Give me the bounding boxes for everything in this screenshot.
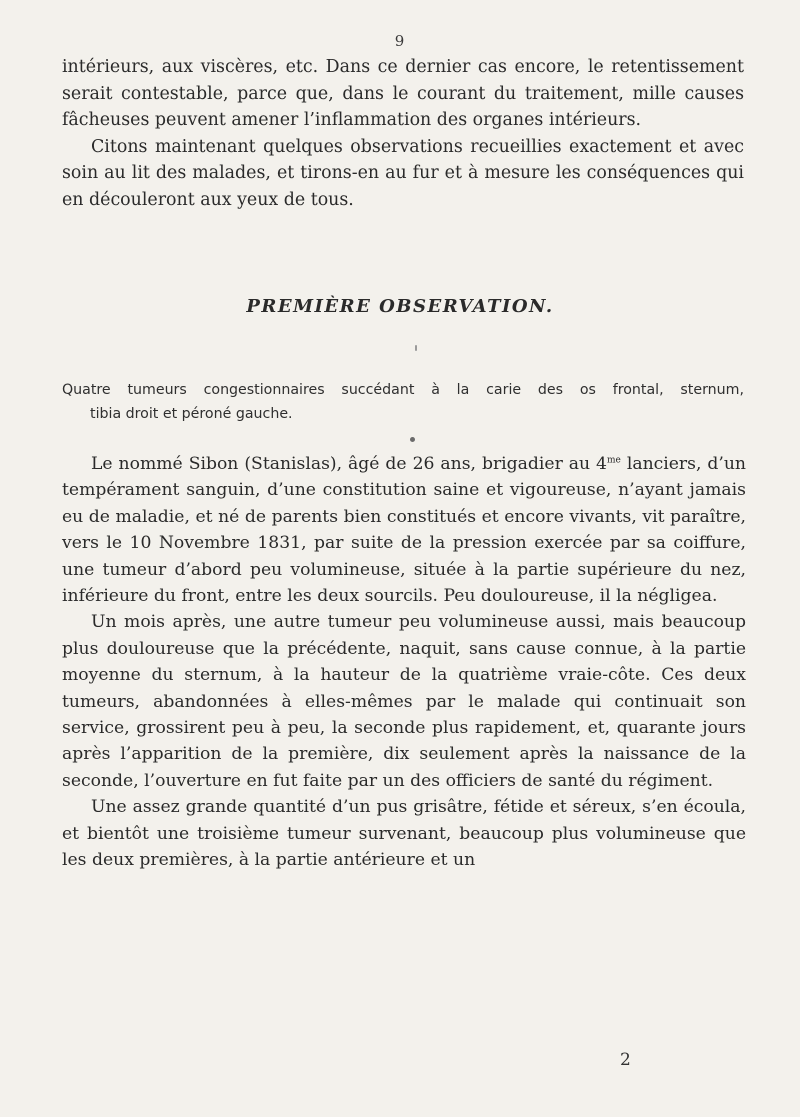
intro-paragraph-2: Citons maintenant quelques observations recueillies exactement et avec soin au lit des malades, et tirons-en au fur et à mesure les conséquences qui en découleront aux yeux de tous.	[62, 136, 744, 210]
ordinal-superscript: me	[606, 455, 621, 466]
print-speck	[415, 345, 417, 351]
body-paragraph-1-start: Le nommé Sibon (Stanislas), âgé de 26 ans, brigadier au 4	[91, 454, 607, 474]
summary-line-1: Quatre tumeurs congestionnaires succédant à la carie des os frontal, sternum,	[62, 382, 744, 398]
observation-body	[62, 451, 746, 874]
signature-mark: 2	[620, 1050, 631, 1070]
body-paragraph-3: Une assez grande quantité d’un pus grisâtre, fétide et séreux, s’en écoula, et bientôt une troisième tumeur survenant, beaucoup plus volumineuse que les deux premières, à la partie antérieure et un	[62, 797, 746, 871]
body-paragraph-1	[62, 451, 746, 609]
print-speck	[410, 437, 415, 442]
observation-summary	[62, 378, 744, 426]
body-paragraph-2: Un mois après, une autre tumeur peu volumineuse aussi, mais beaucoup plus douloureuse que la précédente, naquit, sans cause connue, à la partie moyenne du sternum, à la hauteur de la quatrième vraie-côte. Ces deux tumeurs, abandonnées à elles-mêmes par le malade qui continuait son service, grossirent peu à peu, la seconde plus rapidement, et, quarante jours après l’apparition de la première, dix seulement après la naissance de la seconde, l’ouverture en fut faite par un des officiers de santé du régiment.	[62, 612, 746, 791]
summary-line-2: tibia droit et péroné gauche.	[90, 406, 293, 422]
intro-text	[62, 54, 744, 213]
section-heading: PREMIÈRE OBSERVATION.	[246, 296, 554, 317]
body-paragraph-1-rest: lanciers, d’un tempérament sanguin, d’une constitution saine et vigoureuse, n’ayant jamais eu de maladie, et né de parents bien constitués et encore vivants, vit paraître, vers le 10 Novembre 1831, par suite de la pression exercée par sa coiffure, une tumeur d’abord peu volumineuse, située à la partie supérieure du nez, inférieure du front, entre les deux sourcils. Peu douloureuse, il la négligea.	[62, 454, 746, 607]
intro-paragraph-1: intérieurs, aux viscères, etc. Dans ce dernier cas encore, le retentissement serait contestable, parce que, dans le courant du traitement, mille causes fâcheuses peuvent amener l’inflammation des organes intérieurs.	[62, 57, 744, 130]
page-number: 9	[394, 32, 406, 50]
